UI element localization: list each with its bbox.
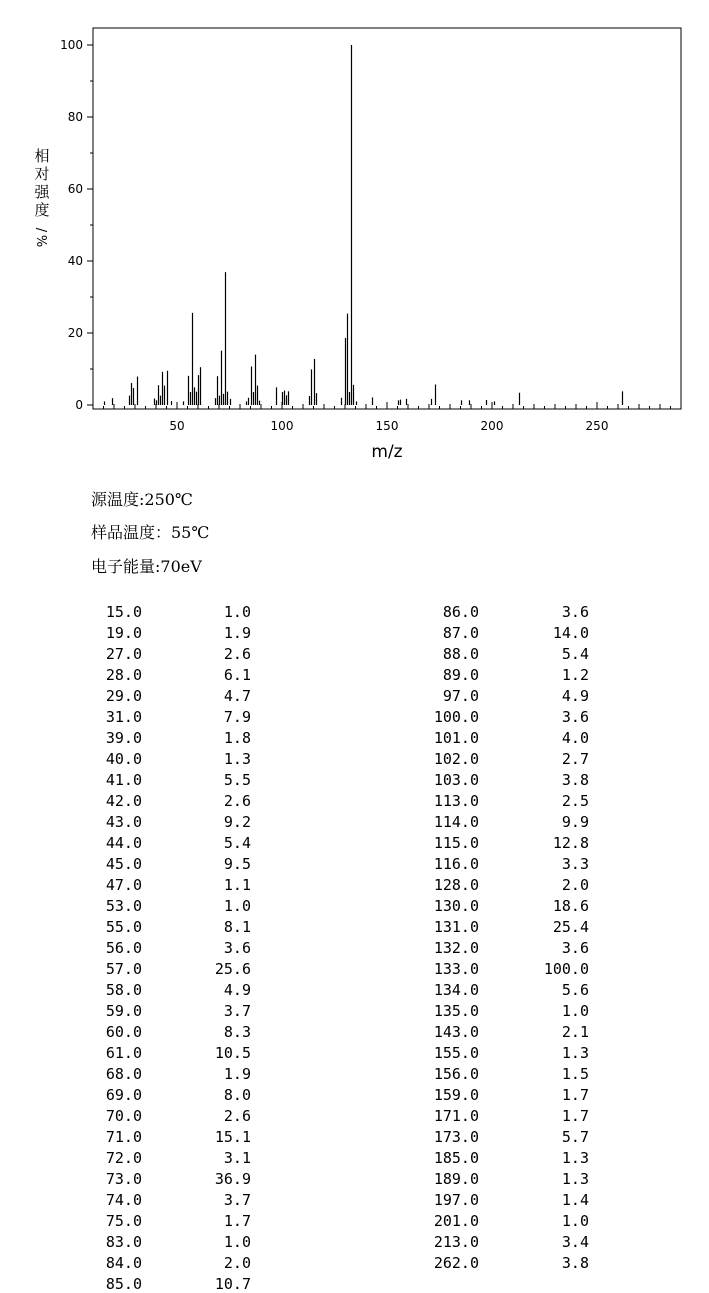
intensity-value: 3.1 <box>223 1149 251 1167</box>
mz-value: 131.0 <box>433 918 479 936</box>
x-tick-label: 200 <box>480 419 504 433</box>
intensity-value: 3.7 <box>223 1002 251 1020</box>
y-axis-label-char: 强 <box>34 183 50 201</box>
intensity-value: 14.0 <box>552 624 589 642</box>
intensity-value: 1.0 <box>561 1002 589 1020</box>
mz-value: 159.0 <box>433 1086 479 1104</box>
intensity-value: 9.5 <box>223 855 251 873</box>
x-tick-label: 250 <box>585 419 609 433</box>
x-tick-label: 100 <box>270 419 294 433</box>
mz-value: 53.0 <box>105 897 142 915</box>
mz-value: 115.0 <box>433 834 479 852</box>
intensity-value: 1.1 <box>223 876 251 894</box>
mz-value: 102.0 <box>433 750 479 768</box>
y-tick-label: 0 <box>75 398 83 412</box>
intensity-value: 1.9 <box>223 624 251 642</box>
mz-value: 89.0 <box>442 666 479 684</box>
intensity-value: 5.5 <box>223 771 251 789</box>
intensity-value: 3.7 <box>223 1191 251 1209</box>
mz-value: 171.0 <box>433 1107 479 1125</box>
mz-value: 85.0 <box>105 1275 142 1293</box>
mz-value: 103.0 <box>433 771 479 789</box>
intensity-value: 1.0 <box>223 897 251 915</box>
mz-value: 29.0 <box>105 687 142 705</box>
y-axis-label <box>33 147 50 247</box>
intensity-value: 9.2 <box>223 813 251 831</box>
intensity-value: 18.6 <box>552 897 589 915</box>
y-axis-label-char: / <box>33 227 48 233</box>
y-axis-label-char: 相 <box>34 147 50 165</box>
intensity-value: 1.3 <box>223 750 251 768</box>
intensity-value: 10.7 <box>214 1275 251 1293</box>
intensity-value: 3.6 <box>561 708 589 726</box>
mz-value: 19.0 <box>105 624 142 642</box>
intensity-value: 25.6 <box>214 960 251 978</box>
y-tick-label: 80 <box>67 110 83 124</box>
y-axis-label-char: % <box>33 234 48 248</box>
intensity-value: 25.4 <box>552 918 589 936</box>
y-axis <box>60 38 93 412</box>
intensity-value: 1.0 <box>223 1233 251 1251</box>
intensity-value: 2.7 <box>561 750 589 768</box>
mz-value: 197.0 <box>433 1191 479 1209</box>
intensity-value: 7.9 <box>223 708 251 726</box>
mz-value: 116.0 <box>433 855 479 873</box>
mz-value: 28.0 <box>105 666 142 684</box>
mz-value: 97.0 <box>442 687 479 705</box>
x-tick-label: 50 <box>169 419 185 433</box>
mz-value: 213.0 <box>433 1233 479 1251</box>
mz-value: 74.0 <box>105 1191 142 1209</box>
intensity-value: 1.0 <box>223 603 251 621</box>
mz-value: 130.0 <box>433 897 479 915</box>
y-tick-label: 100 <box>60 38 83 52</box>
intensity-value: 5.4 <box>561 645 589 663</box>
mz-value: 43.0 <box>105 813 142 831</box>
x-axis <box>104 402 671 433</box>
mz-value: 72.0 <box>105 1149 142 1167</box>
plot-frame <box>93 28 681 409</box>
mz-value: 189.0 <box>433 1170 479 1188</box>
mz-value: 73.0 <box>105 1170 142 1188</box>
intensity-value: 8.3 <box>223 1023 251 1041</box>
mz-value: 133.0 <box>433 960 479 978</box>
intensity-value: 12.8 <box>552 834 589 852</box>
source-temperature: 源温度:250℃ <box>91 490 193 509</box>
intensity-value: 4.9 <box>561 687 589 705</box>
mz-value: 60.0 <box>105 1023 142 1041</box>
intensity-value: 5.4 <box>223 834 251 852</box>
mz-value: 128.0 <box>433 876 479 894</box>
mz-value: 262.0 <box>433 1254 479 1272</box>
intensity-value: 2.0 <box>561 876 589 894</box>
intensity-value: 1.7 <box>223 1212 251 1230</box>
mz-value: 135.0 <box>433 1002 479 1020</box>
intensity-value: 5.7 <box>561 1128 589 1146</box>
intensity-value: 3.4 <box>561 1233 589 1251</box>
intensity-value: 1.9 <box>223 1065 251 1083</box>
electron-energy: 电子能量:70eV <box>91 557 202 576</box>
mz-value: 31.0 <box>105 708 142 726</box>
intensity-value: 2.6 <box>223 645 251 663</box>
mz-value: 114.0 <box>433 813 479 831</box>
mz-value: 58.0 <box>105 981 142 999</box>
intensity-value: 6.1 <box>223 666 251 684</box>
mz-value: 132.0 <box>433 939 479 957</box>
y-tick-label: 60 <box>67 182 83 196</box>
x-axis-label: m/z <box>371 442 403 462</box>
intensity-value: 4.7 <box>223 687 251 705</box>
intensity-value: 1.7 <box>561 1086 589 1104</box>
mz-value: 70.0 <box>105 1107 142 1125</box>
intensity-value: 3.8 <box>561 1254 589 1272</box>
mz-value: 100.0 <box>433 708 479 726</box>
intensity-value: 1.3 <box>561 1170 589 1188</box>
mz-value: 69.0 <box>105 1086 142 1104</box>
mz-value: 134.0 <box>433 981 479 999</box>
intensity-value: 3.8 <box>561 771 589 789</box>
intensity-value: 5.6 <box>561 981 589 999</box>
mz-value: 84.0 <box>105 1254 142 1272</box>
intensity-value: 3.6 <box>223 939 251 957</box>
mz-value: 87.0 <box>442 624 479 642</box>
intensity-value: 1.3 <box>561 1149 589 1167</box>
spectrum-bars <box>105 45 623 405</box>
y-axis-label-char: 度 <box>34 201 50 219</box>
mz-value: 45.0 <box>105 855 142 873</box>
y-tick-label: 20 <box>67 326 83 340</box>
mz-value: 185.0 <box>433 1149 479 1167</box>
mz-value: 101.0 <box>433 729 479 747</box>
mz-value: 86.0 <box>442 603 479 621</box>
intensity-value: 8.0 <box>223 1086 251 1104</box>
intensity-value: 3.6 <box>561 603 589 621</box>
mz-value: 44.0 <box>105 834 142 852</box>
mz-value: 27.0 <box>105 645 142 663</box>
mz-value: 155.0 <box>433 1044 479 1062</box>
mass-spectrum-chart <box>0 0 709 470</box>
intensity-value: 8.1 <box>223 918 251 936</box>
intensity-value: 100.0 <box>543 960 589 978</box>
mz-value: 156.0 <box>433 1065 479 1083</box>
mz-value: 41.0 <box>105 771 142 789</box>
intensity-value: 1.2 <box>561 666 589 684</box>
intensity-value: 1.5 <box>561 1065 589 1083</box>
mz-value: 71.0 <box>105 1128 142 1146</box>
y-axis-label-char: 对 <box>34 165 50 183</box>
mz-value: 56.0 <box>105 939 142 957</box>
mz-value: 55.0 <box>105 918 142 936</box>
intensity-value: 36.9 <box>214 1170 251 1188</box>
mz-value: 83.0 <box>105 1233 142 1251</box>
intensity-value: 10.5 <box>214 1044 251 1062</box>
x-tick-label: 150 <box>375 419 399 433</box>
intensity-value: 1.3 <box>561 1044 589 1062</box>
intensity-value: 2.1 <box>561 1023 589 1041</box>
mz-value: 113.0 <box>433 792 479 810</box>
intensity-value: 1.4 <box>561 1191 589 1209</box>
intensity-value: 4.0 <box>561 729 589 747</box>
intensity-value: 3.3 <box>561 855 589 873</box>
sample-temperature: 样品温度：55℃ <box>91 523 210 542</box>
intensity-value: 2.5 <box>561 792 589 810</box>
intensity-value: 1.7 <box>561 1107 589 1125</box>
intensity-value: 4.9 <box>223 981 251 999</box>
intensity-value: 2.6 <box>223 792 251 810</box>
mz-value: 75.0 <box>105 1212 142 1230</box>
y-tick-label: 40 <box>67 254 83 268</box>
mz-value: 59.0 <box>105 1002 142 1020</box>
intensity-value: 15.1 <box>214 1128 251 1146</box>
mz-value: 15.0 <box>105 603 142 621</box>
mz-value: 47.0 <box>105 876 142 894</box>
mz-value: 42.0 <box>105 792 142 810</box>
mz-value: 40.0 <box>105 750 142 768</box>
intensity-value: 3.6 <box>561 939 589 957</box>
mz-value: 68.0 <box>105 1065 142 1083</box>
intensity-value: 1.0 <box>561 1212 589 1230</box>
intensity-value: 9.9 <box>561 813 589 831</box>
mz-value: 201.0 <box>433 1212 479 1230</box>
mz-value: 61.0 <box>105 1044 142 1062</box>
mz-value: 57.0 <box>105 960 142 978</box>
intensity-value: 2.0 <box>223 1254 251 1272</box>
mz-value: 88.0 <box>442 645 479 663</box>
mz-value: 173.0 <box>433 1128 479 1146</box>
mz-value: 143.0 <box>433 1023 479 1041</box>
intensity-value: 1.8 <box>223 729 251 747</box>
intensity-value: 2.6 <box>223 1107 251 1125</box>
mz-value: 39.0 <box>105 729 142 747</box>
